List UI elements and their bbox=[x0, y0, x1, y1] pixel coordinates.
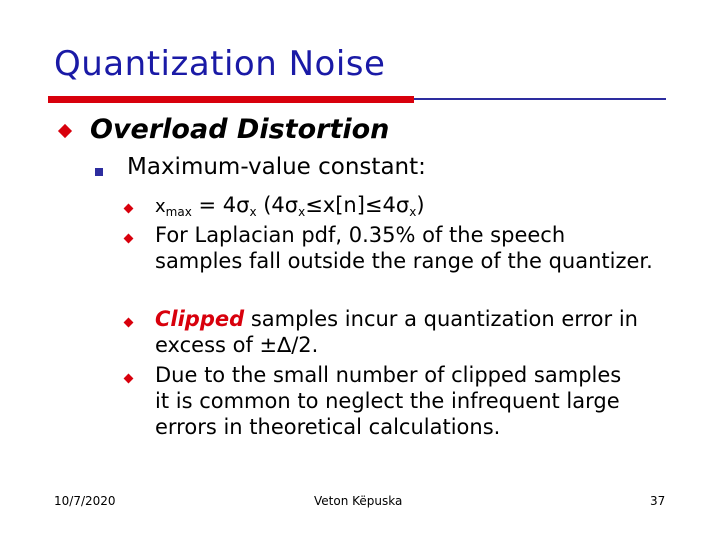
subheading: Maximum-value constant: bbox=[127, 154, 426, 180]
sigma-symbol: σ bbox=[395, 193, 410, 217]
diamond-bullet-icon bbox=[124, 374, 134, 384]
section-heading: Overload Distortion bbox=[90, 114, 390, 145]
formula-equals: = 4 bbox=[191, 193, 237, 217]
footer-author: Veton Këpuska bbox=[314, 494, 403, 508]
diamond-bullet-icon bbox=[124, 234, 134, 244]
clipped-text bbox=[155, 306, 655, 358]
clipped-rest: samples incur a quantization error in excess of ±∆/2. bbox=[155, 307, 638, 357]
formula-paren-open: (4 bbox=[256, 193, 285, 217]
formula-x-subscript: x bbox=[249, 205, 257, 219]
formula-x-subscript: x bbox=[298, 205, 306, 219]
sigma-symbol: σ bbox=[236, 193, 250, 217]
laplacian-text: For Laplacian pdf, 0.35% of the speech samples fall outside the range of the quantizer. bbox=[155, 223, 653, 273]
formula-line bbox=[155, 192, 655, 225]
diamond-bullet-icon bbox=[124, 318, 134, 328]
footer-date: 10/7/2020 bbox=[54, 494, 116, 508]
square-bullet-icon bbox=[95, 168, 103, 176]
formula-paren-close: ) bbox=[416, 193, 425, 217]
slide-title: Quantization Noise bbox=[54, 44, 386, 84]
formula-max-subscript: max bbox=[165, 205, 192, 219]
formula-x: x bbox=[155, 196, 166, 217]
diamond-bullet-icon bbox=[58, 124, 72, 138]
title-underline-red bbox=[48, 96, 414, 103]
page-number: 37 bbox=[650, 494, 666, 508]
formula-middle: ≤x[n]≤4 bbox=[305, 193, 396, 217]
formula-x-subscript: x bbox=[409, 205, 417, 219]
title-underline-blue bbox=[414, 98, 666, 100]
diamond-bullet-icon bbox=[124, 204, 134, 214]
small-number-text: Due to the small number of clipped samples it is common to neglect the infrequent large errors in theoretical calculations. bbox=[155, 363, 622, 439]
sigma-symbol: σ bbox=[284, 193, 299, 217]
clipped-emphasis: Clipped bbox=[155, 307, 245, 331]
